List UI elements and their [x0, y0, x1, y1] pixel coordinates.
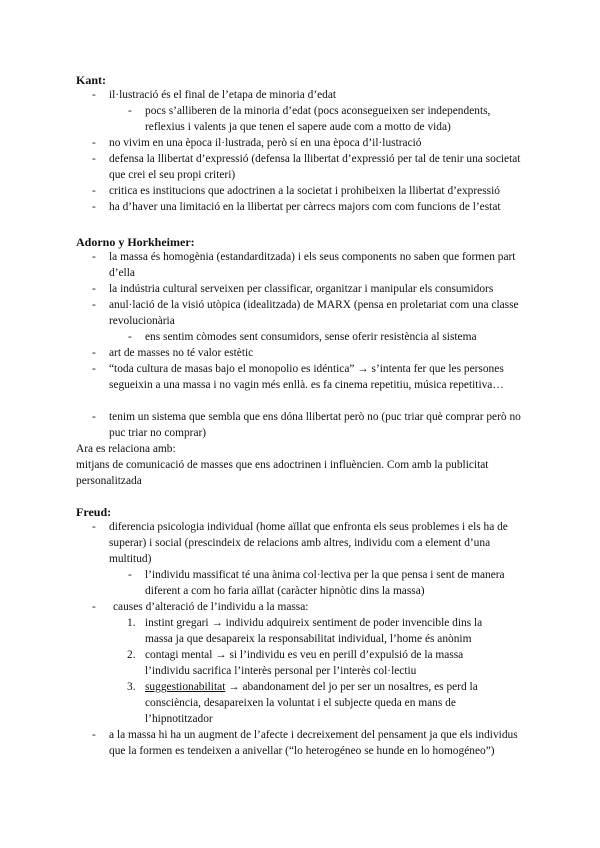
kant-item-1: il·lustració és el final de l’etapa de minoria d’edat	[109, 89, 337, 101]
adorno-item-3: anul·lació de la visió utòpica (idealitzada) de MARX (pensa en proletariat com una classe revolucionària	[109, 299, 519, 327]
bullet: -	[92, 201, 96, 213]
bullet: -	[128, 105, 132, 117]
cause-text-2: → si l’individu es veu en perill d’expulsió de la massa l’individu sacrifica l’interès personal per l’interès col·lectiu	[145, 649, 464, 677]
cause-number-2: 2.	[127, 649, 136, 661]
adorno-item-2: la indústria cultural serveixen per classificar, organitzar i manipular els consumidors	[109, 283, 494, 295]
cause-term-2: contagi mental	[145, 649, 213, 661]
kant-heading: Kant:	[76, 73, 106, 87]
bullet: -	[92, 299, 96, 311]
bullet: -	[92, 89, 96, 101]
kant-item-3: no vivim en una època il·lustrada, però sí en una època d’il·lustració	[109, 137, 422, 149]
adorno-heading: Adorno y Horkheimer:	[76, 235, 195, 249]
cause-text-1: → individu adquireix sentiment de poder invencible dins la massa ja que desapareix la responsabilitat individual, l’home és anònim	[145, 617, 483, 645]
kant-item-2: pocs s’alliberen de la minoria d’edat (pocs aconsegueixen ser independents, reflexius i valents ja que tenen el sapere aude com a motto de vida)	[145, 105, 491, 133]
kant-item-6: ha d’haver una limitació en la llibertat per càrrecs majors com com funcions de l’estat	[109, 201, 501, 213]
adorno-item-1: la massa és homogènia (estandarditzada) i els seus components no saben que formen part d’ella	[109, 251, 516, 279]
freud-item-4: a la massa hi ha un augment de l’afecte i decreixement del pensament ja que els individus que la formen es tendeixen a anivellar (“lo heterogéneo se hunde en lo homogéneo”)	[109, 729, 518, 757]
bullet: -	[92, 411, 96, 423]
bullet: -	[92, 251, 96, 263]
adorno-item-6: “toda cultura de masas bajo el monopolio es idéntica” → s’intenta fer que les persones segueixin a una massa i no vagin més enllà. es fa cinema repetitiu, música repetitiva…	[109, 363, 504, 391]
kant-item-4: defensa la llibertat d’expressió (defensa la llibertat d’expressió per tal de tenir una societat que crei el seu propi criteri)	[109, 153, 521, 181]
bullet: -	[92, 137, 96, 149]
cause-1	[145, 615, 505, 647]
freud-item-2: l’individu massificat té una ànima col·lectiva per la que pensa i sent de manera diferent a com ho faria aïllat (caràcter hipnòtic dins la massa)	[145, 569, 505, 597]
cause-3	[145, 679, 515, 727]
adorno-item-7: tenim un sistema que sembla que ens dóna llibertat però no (puc triar què comprar però no puc triar no comprar)	[109, 411, 521, 439]
cause-number-3: 3.	[127, 681, 136, 693]
adorno-item-4: ens sentim còmodes sent consumidors, sense oferir resistència al sistema	[145, 331, 477, 343]
bullet: -	[92, 601, 96, 613]
bullet: -	[92, 363, 96, 375]
relation-detail: mitjans de comunicació de masses que ens adoctrinen i influèncien. Com amb la publicitat personalitzada	[76, 459, 489, 487]
cause-text-3: → abandonament del jo per ser un nosaltres, es perd la consciència, desapareixen la voluntat i el subjecte queda en mans de l’hipnotitzador	[145, 681, 478, 725]
bullet: -	[128, 569, 132, 581]
bullet: -	[92, 153, 96, 165]
bullet: -	[92, 185, 96, 197]
bullet: -	[92, 347, 96, 359]
relation-note: Ara es relaciona amb:	[76, 443, 176, 455]
bullet: -	[92, 729, 96, 741]
kant-item-5: critica es institucions que adoctrinen a la societat i prohibeixen la llibertat d’expressió	[109, 185, 500, 197]
cause-number-1: 1.	[127, 617, 136, 629]
cause-2	[145, 647, 495, 679]
freud-item-3: causes d’alteració de l’individu a la massa:	[113, 601, 309, 613]
cause-term-3: suggestionabilitat	[145, 681, 226, 693]
bullet: -	[92, 283, 96, 295]
bullet: -	[92, 521, 96, 533]
bullet: -	[128, 331, 132, 343]
adorno-item-5: art de masses no té valor estètic	[109, 347, 254, 359]
cause-term-1: instint gregari	[145, 617, 209, 629]
freud-item-1: diferencia psicologia individual (home aïllat que enfronta els seus problemes i els ha de superar) i social (prescindeix de relacions amb altres, individu com a element d’una multitud)	[109, 521, 508, 565]
freud-heading: Freud:	[76, 505, 112, 519]
